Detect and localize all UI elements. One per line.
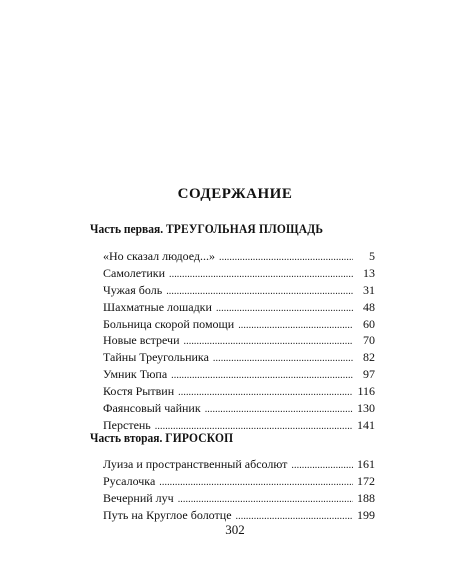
dot-leader bbox=[219, 250, 353, 267]
part-label: Часть первая. bbox=[90, 222, 164, 236]
toc-entry bbox=[103, 248, 375, 265]
toc-entry bbox=[103, 383, 375, 400]
page-number: 302 bbox=[225, 522, 245, 537]
toc-entry bbox=[103, 490, 375, 507]
toc-entry-title: Самолетики bbox=[103, 265, 165, 280]
toc-entry-title: «Но сказал людоед...» bbox=[103, 249, 215, 263]
toc-entry bbox=[103, 473, 375, 490]
toc-entry bbox=[103, 456, 375, 473]
contents-title: СОДЕРЖАНИЕ bbox=[177, 186, 293, 202]
toc-entry bbox=[103, 265, 375, 282]
toc-entry bbox=[103, 349, 375, 366]
toc-entry-page: 116 bbox=[357, 384, 375, 399]
dot-leader bbox=[171, 368, 353, 385]
part-label: Часть вторая. bbox=[90, 431, 163, 445]
dot-leader bbox=[169, 267, 353, 284]
toc-entry bbox=[103, 400, 375, 417]
toc-entry-title: Фаянсовый чайник bbox=[103, 401, 201, 416]
dot-leader bbox=[159, 475, 353, 492]
toc-entry-page: 130 bbox=[357, 401, 375, 416]
toc-list-part-1 bbox=[103, 248, 375, 434]
toc-entry-page: 172 bbox=[357, 473, 375, 488]
toc-entry bbox=[103, 282, 375, 299]
part-heading-2 bbox=[90, 431, 233, 446]
dot-leader bbox=[213, 351, 353, 368]
part-name: ТРЕУГОЛЬНАЯ ПЛОЩАДЬ bbox=[165, 222, 324, 236]
toc-entry-title: Умник Тюпа bbox=[103, 367, 168, 382]
toc-entry-page: 48 bbox=[363, 299, 375, 314]
toc-entry-title: Русалочка bbox=[103, 473, 156, 488]
toc-entry-title: Шахматные лошадки bbox=[103, 299, 212, 314]
toc-entry-page: 13 bbox=[363, 265, 375, 280]
toc-entry-title: Костя Рытвин bbox=[103, 384, 175, 399]
toc-entry bbox=[103, 316, 375, 333]
toc-entry-page: 5 bbox=[369, 249, 375, 263]
part-heading-1 bbox=[90, 222, 323, 237]
toc-entry-title: Больница скорой помощи bbox=[103, 316, 235, 331]
toc-entry-page: 70 bbox=[363, 333, 375, 348]
toc-entry-page: 60 bbox=[363, 316, 375, 331]
toc-entry-page: 97 bbox=[363, 367, 375, 382]
toc-entry-title: Чужая боль bbox=[103, 282, 163, 297]
toc-entry-page: 199 bbox=[357, 507, 375, 522]
dot-leader bbox=[205, 402, 353, 419]
toc-list-part-2 bbox=[103, 456, 375, 524]
toc-entry-title: Тайны Треугольника bbox=[103, 350, 209, 365]
toc-entry-title: Новые встречи bbox=[103, 333, 180, 348]
toc-entry-page: 82 bbox=[363, 350, 375, 365]
toc-entry-page: 31 bbox=[363, 282, 375, 297]
toc-entry-title: Перстень bbox=[103, 417, 151, 432]
dot-leader bbox=[291, 458, 353, 475]
toc-entry bbox=[103, 366, 375, 383]
toc-entry-page: 161 bbox=[357, 457, 375, 471]
toc-entry-page: 141 bbox=[357, 417, 375, 432]
toc-entry bbox=[103, 332, 375, 349]
toc-entry-page: 188 bbox=[357, 490, 375, 505]
toc-entry-title: Луиза и пространственный абсолют bbox=[103, 457, 288, 471]
toc-entry-title: Путь на Круглое болотце bbox=[103, 507, 232, 522]
toc-entry-title: Вечерний луч bbox=[103, 490, 174, 505]
toc-entry bbox=[103, 299, 375, 316]
dot-leader bbox=[238, 318, 353, 335]
part-name: ГИРОСКОП bbox=[165, 431, 234, 445]
